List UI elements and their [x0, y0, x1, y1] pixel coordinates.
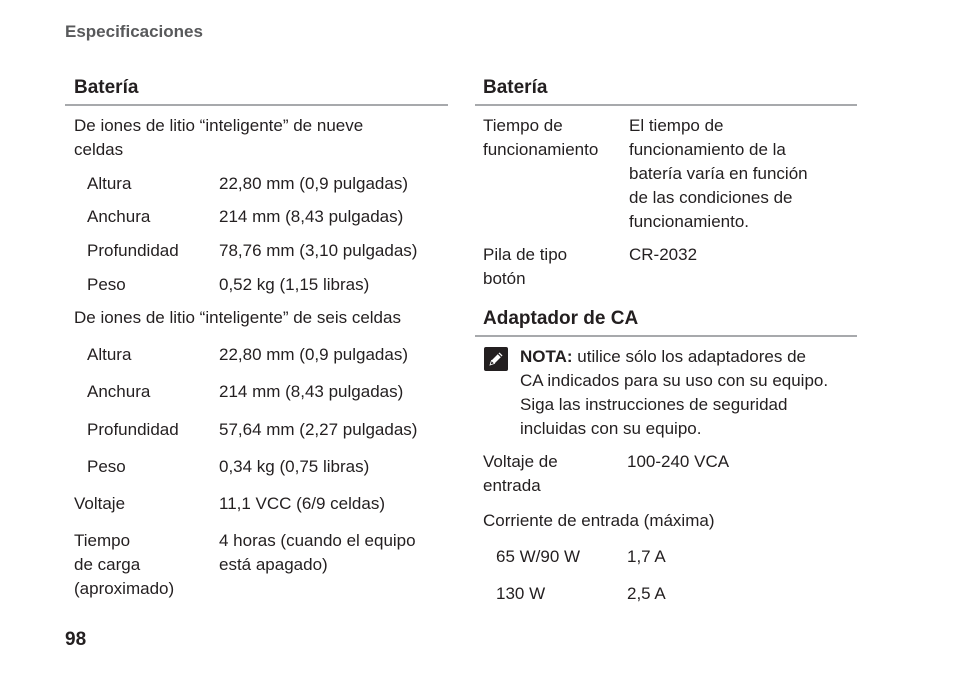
input-current-label: Corriente de entrada (máxima)	[483, 511, 715, 530]
spec-label: Anchura	[87, 207, 151, 226]
operating-time-value: El tiempo de	[629, 116, 724, 135]
spec-label: Profundidad	[87, 420, 179, 439]
spec-value: 78,76 mm (3,10 pulgadas)	[219, 241, 418, 260]
charge-time-value: está apagado)	[219, 555, 328, 574]
note-line: Siga las instrucciones de seguridad	[520, 395, 788, 414]
running-header: Especificaciones	[65, 22, 203, 41]
spec-label: Altura	[87, 345, 132, 364]
charge-time-label: de carga	[74, 555, 141, 574]
page-number: 98	[65, 629, 87, 650]
spec-label: 65 W/90 W	[496, 547, 581, 566]
charge-time-label: (aproximado)	[74, 579, 175, 598]
spec-label: Peso	[87, 275, 126, 294]
coin-cell-label: botón	[483, 269, 526, 288]
spec-value: 22,80 mm (0,9 pulgadas)	[219, 174, 408, 193]
nine-cell-label: De iones de litio “inteligente” de nueve	[74, 116, 364, 135]
note-line: incluidas con su equipo.	[520, 419, 702, 438]
battery-section-title: Batería	[74, 77, 139, 98]
operating-time-label: funcionamiento	[483, 140, 599, 159]
spec-value: 0,52 kg (1,15 libras)	[219, 275, 370, 294]
spec-label: Anchura	[87, 382, 151, 401]
ac-adapter-section-title: Adaptador de CA	[483, 308, 639, 329]
spec-value: 1,7 A	[627, 547, 666, 566]
coin-cell-label: Pila de tipo	[483, 245, 568, 264]
operating-time-value: funcionamiento.	[629, 212, 750, 231]
spec-label: Peso	[87, 457, 126, 476]
section-divider	[65, 104, 448, 106]
spec-value: 214 mm (8,43 pulgadas)	[219, 382, 404, 401]
note-line: CA indicados para su uso con su equipo.	[520, 371, 829, 390]
spec-value: 0,34 kg (0,75 libras)	[219, 457, 370, 476]
voltage-value: 11,1 VCC (6/9 celdas)	[219, 494, 385, 513]
pencil-note-icon	[484, 347, 508, 371]
operating-time-value: de las condiciones de	[629, 188, 793, 207]
input-voltage-value: 100-240 VCA	[627, 452, 730, 471]
operating-time-value: funcionamiento de la	[629, 140, 786, 159]
six-cell-label: De iones de litio “inteligente” de seis celdas	[74, 308, 401, 327]
coin-cell-value: CR-2032	[629, 245, 698, 264]
note-prefix: NOTA:	[520, 347, 573, 366]
spec-value: 214 mm (8,43 pulgadas)	[219, 207, 404, 226]
spec-label: 130 W	[496, 584, 546, 603]
note-line: utilice sólo los adaptadores de	[572, 347, 806, 366]
spec-value: 22,80 mm (0,9 pulgadas)	[219, 345, 408, 364]
section-divider	[475, 104, 857, 106]
input-voltage-label: entrada	[483, 476, 541, 495]
spec-label: Altura	[87, 174, 132, 193]
charge-time-value: 4 horas (cuando el equipo	[219, 531, 416, 550]
battery-section-title: Batería	[483, 77, 548, 98]
charge-time-label: Tiempo	[74, 531, 131, 550]
input-voltage-label: Voltaje de	[483, 452, 558, 471]
operating-time-value: batería varía en función	[629, 164, 808, 183]
note-text	[520, 345, 806, 369]
spec-value: 57,64 mm (2,27 pulgadas)	[219, 420, 418, 439]
spec-label: Profundidad	[87, 241, 179, 260]
spec-value: 2,5 A	[627, 584, 666, 603]
voltage-label: Voltaje	[74, 494, 126, 513]
section-divider	[475, 335, 857, 337]
nine-cell-label-cont: celdas	[74, 140, 124, 159]
operating-time-label: Tiempo de	[483, 116, 563, 135]
